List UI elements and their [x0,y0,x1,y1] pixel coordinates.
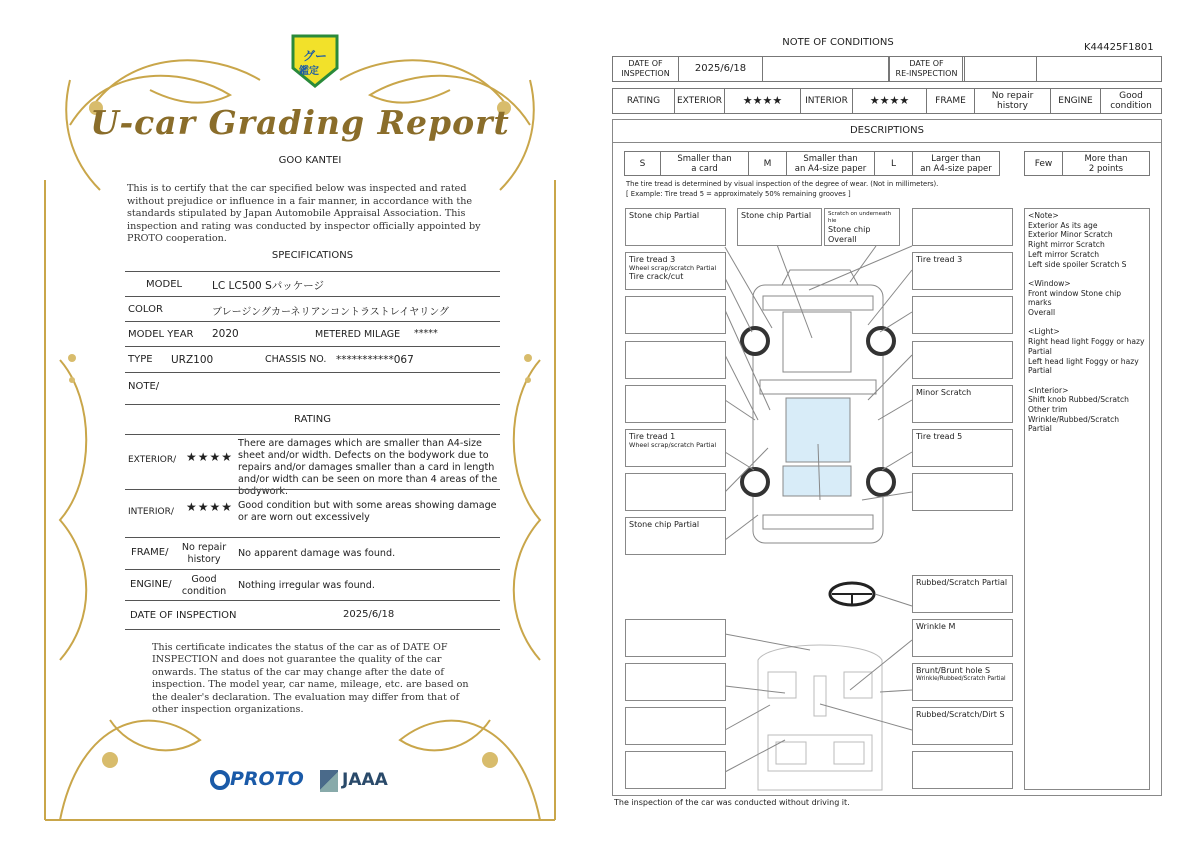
frame-value-line: No repair [181,542,227,553]
divider [125,600,500,601]
panel-empty [912,473,1013,511]
interior-description: Good condition but with some areas showing damage or are worn out excessively [238,500,497,523]
engine-value [176,574,232,598]
goo-kantei-badge [287,32,343,90]
note-spacer [1028,376,1146,386]
legend-line: More than [1084,153,1128,164]
legend-line: Larger than [931,153,981,164]
divider [125,271,500,272]
legend-line: an A4-size paper [920,163,992,174]
note-line: Left side spoiler Scratch S [1028,259,1127,269]
panel-rubbed-dirt: Rubbed/Scratch/Dirt S [912,707,1013,745]
divider [125,296,500,297]
legend-line: Smaller than [677,153,732,164]
engine-description: Nothing irregular was found. [238,580,375,591]
dor-label-line: DATE OF [909,59,944,68]
note-line: Left mirror Scratch [1028,249,1100,259]
doi-value: 2025/6/18 [679,57,763,81]
doi-label-line: DATE OF [628,59,663,68]
divider [125,321,500,322]
panel-empty [625,619,726,657]
color-value: ブレージングカーネリアンコントラストレイヤリング [212,307,450,318]
panel-wrinkle: Wrinkle M [912,619,1013,657]
interior-stars: ★★★★ [186,500,234,514]
note-of-conditions-page [600,0,1200,848]
legend-line: a card [691,163,718,174]
panel-text: Tire tread 3 [629,255,676,264]
descriptions-heading: DESCRIPTIONS [612,119,1162,143]
jaaa-logo-text: JAAA [342,770,388,790]
note-line: <Window> [1028,278,1071,288]
note-line: Partial [1028,366,1052,376]
legend-s: S [625,152,661,175]
frame-value-line: history [187,554,221,565]
panel-text: Tire crack/cut [629,272,684,281]
divider [125,537,500,538]
exterior-stars: ★★★★ [186,450,234,464]
legend-line: 2 points [1088,163,1124,174]
divider [125,372,500,373]
engine-value-line: condition [1110,101,1152,111]
date-value: 2025/6/18 [343,609,395,620]
note-line: <Light> [1028,327,1060,337]
model-value: LC LC500 Sパッケージ [212,280,325,292]
note-line: Right mirror Scratch [1028,240,1105,250]
note-line: Wrinkle/Rubbed/Scratch [1028,414,1120,424]
panel-empty [625,663,726,701]
panel-empty [625,296,726,334]
panel-tire-rear-right: Tire tread 5 [912,429,1013,467]
note-line: Front window Stone chip marks [1028,288,1122,308]
rating-heading: RATING [294,414,331,425]
bottom-note: The inspection of the car was conducted without driving it. [614,798,850,807]
panel-empty [912,341,1013,379]
panel-empty [625,473,726,511]
type-value: URZ100 [171,354,214,366]
panel-stone-chip: Stone chip Partial [625,517,726,555]
panel-text: Tire tread 1 [629,432,676,441]
panel-stone-chip: Stone chip Partial [625,208,726,246]
panel-steering-rubbed: Rubbed/Scratch Partial [912,575,1013,613]
divider [125,629,500,630]
model-year-label: MODEL YEAR [128,329,194,340]
exterior-label: EXTERIOR/ [128,455,177,465]
model-label: MODEL [146,279,183,290]
legend-few: Few [1025,152,1063,175]
panel-empty [625,751,726,789]
panel-subtext: Scratch on underneath hie [828,211,892,224]
chassis-value: ***********067 [336,354,414,366]
proto-logo-text: PROTO [230,768,304,790]
note-line: Left head light Foggy or hazy [1028,356,1139,366]
panel-empty [625,707,726,745]
interior-label: INTERIOR [801,89,853,113]
note-spacer [1028,318,1146,328]
notes-panel [1024,208,1150,790]
divider [125,404,500,405]
dor-label-line: RE-INSPECTION [895,69,958,78]
panel-text: Stone chip Overall [828,225,871,244]
date-label: DATE OF INSPECTION [130,610,237,621]
note-line: <Note> [1028,211,1059,220]
mileage-label: METERED MILAGE [315,329,401,340]
rating-label: RATING [613,89,675,113]
engine-label: ENGINE/ [130,579,172,590]
divider [125,489,500,490]
panel-empty [912,751,1013,789]
legend-l: L [875,152,913,175]
panel-minor-scratch: Minor Scratch [912,385,1013,423]
panel-subtext: Wheel scrap/scratch Partial [629,264,717,272]
note-line: Overall [1028,308,1056,318]
panel-stone-chip-overall [824,208,900,246]
panel-tire-front-right: Tire tread 3 [912,252,1013,290]
tread-example: [ Example: Tire tread 5 = approximately 50% remaining grooves ] [626,190,851,198]
engine-value-line: Good [1119,91,1143,101]
panel-tire-rear-left [625,429,726,467]
panel-text: Brunt/Brunt hole S [916,666,991,675]
report-title: U-car Grading Report [90,103,510,142]
note-label: NOTE/ [128,381,160,392]
exterior-label: EXTERIOR [675,89,725,113]
color-label: COLOR [128,304,163,315]
tread-note: The tire tread is determined by visual inspection of the degree of wear. (Not in millimeters). [626,180,939,188]
disclaimer-text: This certificate indicates the status of the car as of DATE OF INSPECTION and does not guarantee the quality of the car onwards. The status of the car may change after the date of inspection. The model year, car name, mileage, etc. are based on the dealer's declaration. The evaluation may differ from that of other inspection organizations. [152,642,469,716]
panel-empty [625,341,726,379]
panel-empty [912,208,1013,246]
frame-value [176,542,232,566]
note-spacer [1028,269,1146,279]
legend-line: an A4-size paper [794,163,867,174]
badge-text: 鑑定 [299,66,319,77]
doi-label-line: INSPECTION [621,69,670,78]
mileage-value: ***** [414,328,438,339]
engine-value-line: condition [181,586,227,597]
exterior-description: There are damages which are smaller than A4-size sheet and/or width. Defects on the bodywork due to repairs and/or damages smaller than a card in length and/or width can be seen on more than 4 areas of the bodywork. [238,438,498,497]
exterior-stars: ★★★★ [725,89,801,113]
certify-paragraph: This is to certify that the car specified below was inspected and rated without prejudice or influence in a fair manner, in accordance with the standards stipulated by Japan Automobile Appraisal Association. This inspection and rating was conducted by inspector officially appointed by PROTO cooperation. [127,183,481,245]
panel-brunt [912,663,1013,701]
panel-stone-chip: Stone chip Partial [737,208,822,246]
logos [210,768,410,798]
frame-label: FRAME/ [131,547,169,558]
frame-description: No apparent damage was found. [238,548,396,559]
chassis-label: CHASSIS NO. [265,354,327,365]
specifications-heading: SPECIFICATIONS [271,250,354,261]
note-line: Partial [1028,346,1052,356]
note-line: Right head light Foggy or hazy [1028,337,1145,347]
divider [125,569,500,570]
panel-subtext: Wrinkle/Rubbed/Scratch Partial [916,676,1006,682]
panel-empty [912,296,1013,334]
legend-line: Smaller than [803,153,858,164]
engine-value-line: Good [191,574,217,585]
divider [125,434,500,435]
svg-text:グー: グー [302,49,328,63]
note-line: Other trim [1028,405,1068,415]
frame-value-line: history [997,101,1028,111]
frame-value-line: No repair [991,91,1034,101]
interior-label: INTERIOR/ [128,507,174,517]
note-line: Shift knob Rubbed/Scratch [1028,395,1129,405]
reference-number: K44425F1801 [1084,42,1154,53]
panel-tire-front-left [625,252,726,290]
legend-m: M [749,152,787,175]
panel-empty [625,385,726,423]
engine-label: ENGINE [1051,89,1101,113]
frame-label: FRAME [927,89,975,113]
note-line: <Interior> [1028,385,1069,395]
proto-logo-icon [210,770,230,790]
type-label: TYPE [128,354,153,365]
model-year-value: 2020 [212,328,239,340]
note-line: Partial [1028,424,1052,434]
note-line: Exterior Minor Scratch [1028,230,1113,240]
conditions-heading: NOTE OF CONDITIONS [782,37,894,48]
report-subtitle: GOO KANTEI [278,155,342,166]
divider [125,346,500,347]
note-line: Exterior As its age [1028,220,1098,230]
panel-subtext: Wheel scrap/scratch Partial [629,441,717,449]
interior-stars: ★★★★ [853,89,927,113]
jaaa-logo-icon [320,770,338,792]
